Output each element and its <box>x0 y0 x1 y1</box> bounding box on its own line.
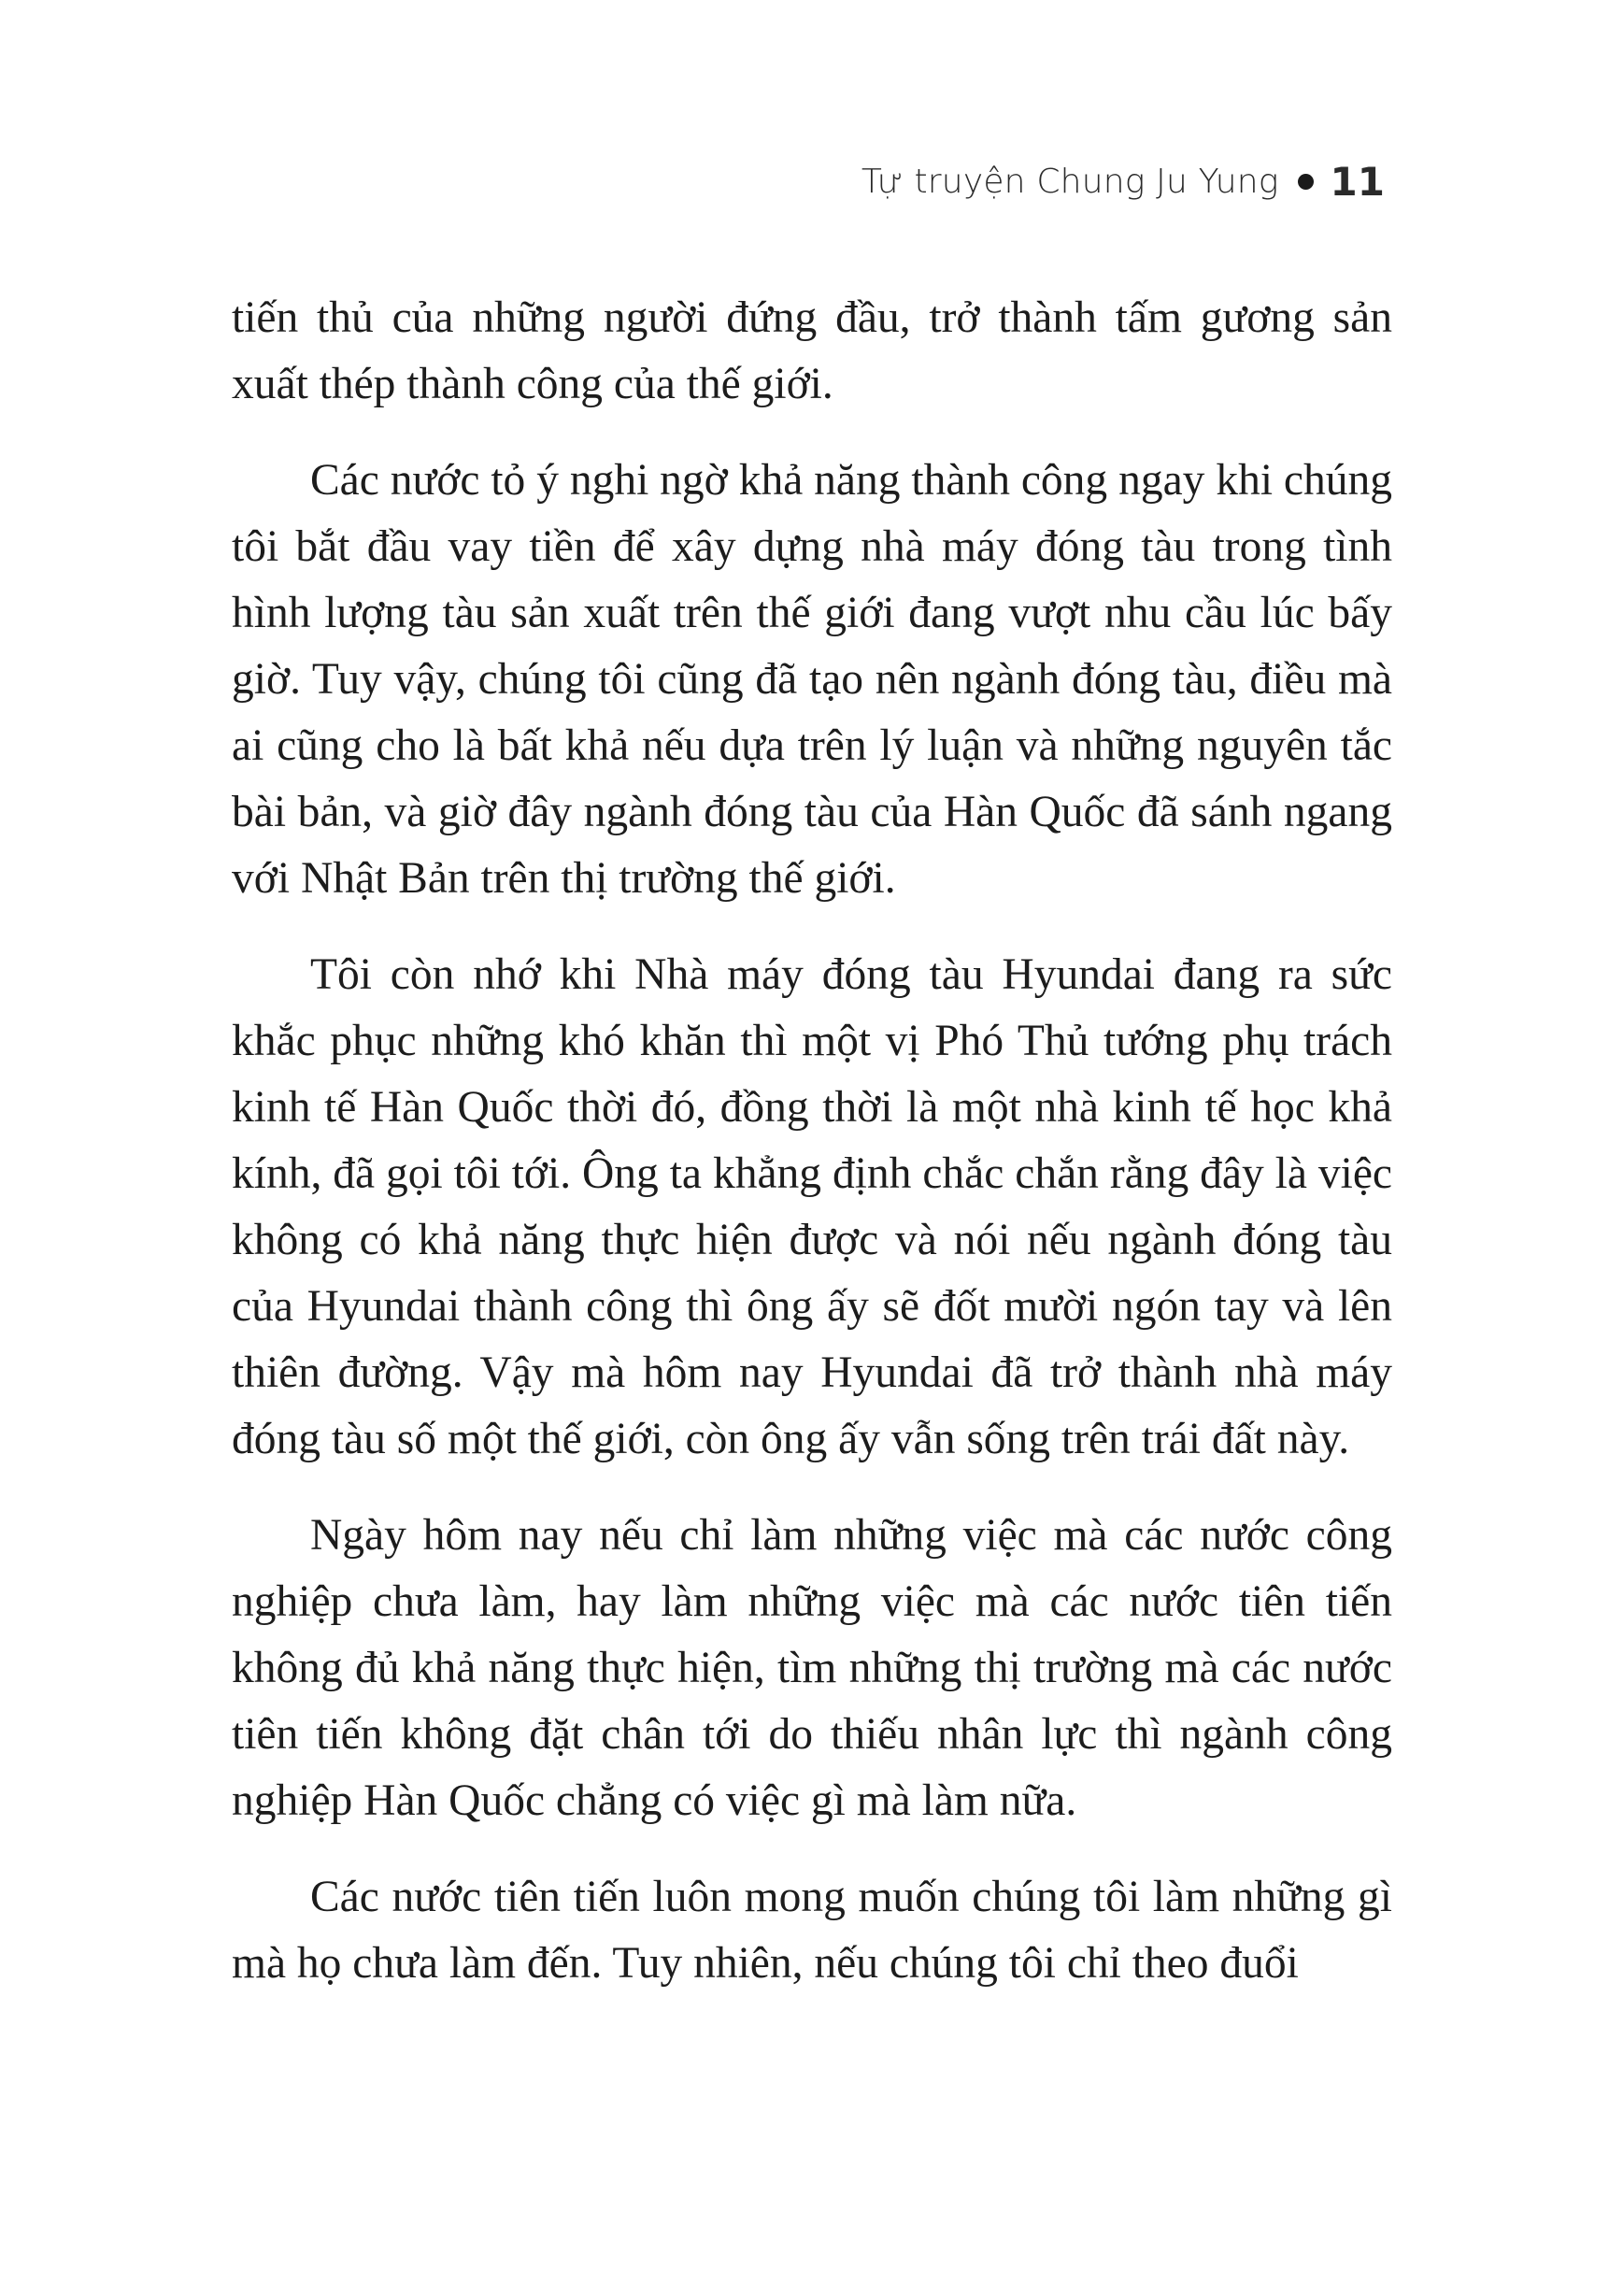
paragraph-5: Các nước tiên tiến luôn mong muốn chúng tôi làm những gì mà họ chưa làm đến. Tuy nhiên, nếu chúng tôi chỉ theo đuổi <box>232 1873 1392 1988</box>
paragraph-2: Các nước tỏ ý nghi ngờ khả năng thành công ngay khi chúng tôi bắt đầu vay tiền để xây dựng nhà máy đóng tàu trong tình hình lượng tàu sản xuất trên thế giới đang vượt nhu cầu lúc bấy giờ. Tuy vậy, chúng tôi cũng đã tạo nên ngành đóng tàu, điều mà ai cũng cho là bất khả nếu dựa trên lý luận và những nguyên tắc bài bản, và giờ đây ngành đóng tàu của Hàn Quốc đã sánh ngang với Nhật Bản trên thị trường thế giới. <box>232 456 1392 903</box>
running-header <box>861 159 1385 205</box>
paragraph-4: Ngày hôm nay nếu chỉ làm những việc mà các nước công nghiệp chưa làm, hay làm những việc mà các nước tiên tiến không đủ khả năng thực hiện, tìm những thị trường mà các nước tiên tiến không đặt chân tới do thiếu nhân lực thì ngành công nghiệp Hàn Quốc chẳng có việc gì mà làm nữa. <box>232 1511 1392 1825</box>
page-number: 11 <box>1330 159 1385 205</box>
paragraph-3: Tôi còn nhớ khi Nhà máy đóng tàu Hyundai đang ra sức khắc phục những khó khăn thì một vị Phó Thủ tướng phụ trách kinh tế Hàn Quốc thời đó, đồng thời là một nhà kinh tế học khả kính, đã gọi tôi tới. Ông ta khẳng định chắc chắn rằng đây là việc không có khả năng thực hiện được và nói nếu ngành đóng tàu của Hyundai thành công thì ông ấy sẽ đốt mười ngón tay và lên thiên đường. Vậy mà hôm nay Hyundai đã trở thành nhà máy đóng tàu số một thế giới, còn ông ấy vẫn sống trên trái đất này. <box>232 950 1392 1463</box>
paragraph-1: tiến thủ của những người đứng đầu, trở thành tấm gương sản xuất thép thành công của thế giới. <box>232 293 1392 408</box>
running-title: Tự truyện Chung Ju Yung <box>861 163 1279 201</box>
body-text <box>232 285 1392 2027</box>
bullet-dot-icon <box>1298 174 1314 190</box>
